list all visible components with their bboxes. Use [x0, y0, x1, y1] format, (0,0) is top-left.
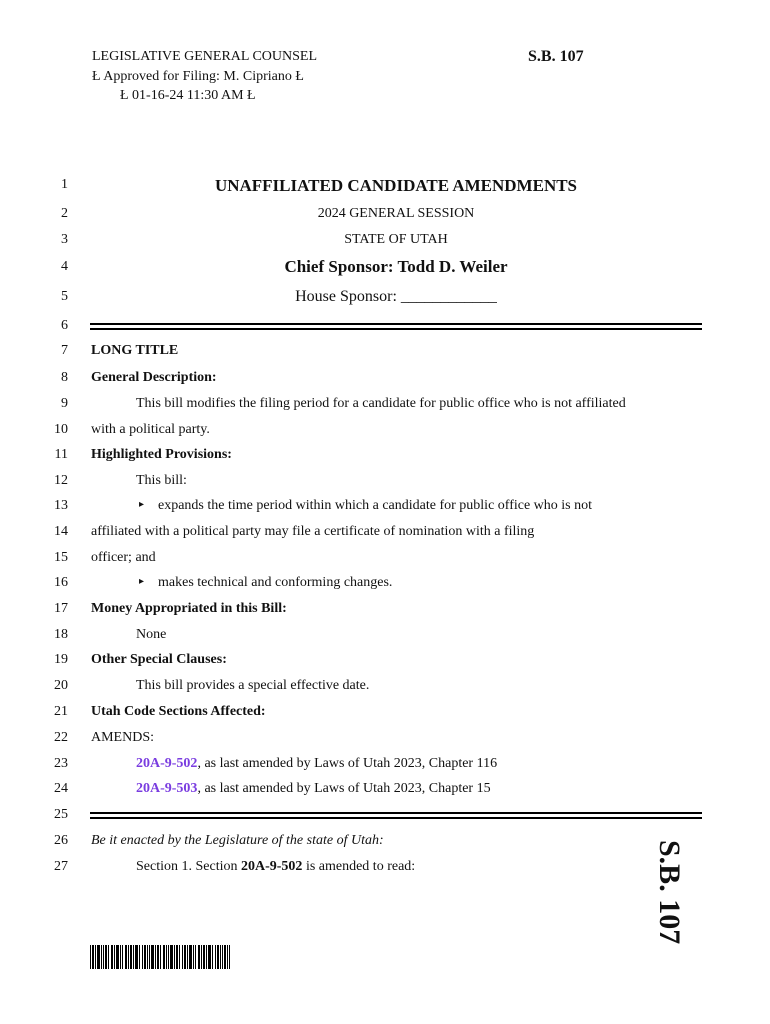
section-heading: Section 1. Section 20A-9-502 is amended to read: [136, 859, 416, 874]
line-number: 25 [54, 807, 68, 822]
line-number: 19 [54, 652, 68, 667]
side-bill-label: S.B. 107 [653, 840, 686, 945]
line-number: 20 [54, 678, 68, 693]
double-rule [90, 812, 702, 820]
line-number: 12 [54, 473, 68, 488]
description-text: with a political party. [91, 422, 210, 437]
line-number: 21 [54, 704, 68, 719]
description-text: This bill modifies the filing period for a candidate for public office who is not affiliated [136, 396, 626, 411]
line-number: 2 [61, 206, 68, 221]
amended-section-entry [136, 781, 491, 797]
bullet-icon: ▸ [139, 499, 145, 510]
section-code: 20A-9-502 [241, 859, 303, 874]
line-number: 4 [61, 259, 68, 274]
line-number: 1 [61, 177, 68, 192]
state-label: STATE OF UTAH [344, 232, 448, 247]
code-section-link[interactable]: 20A-9-503 [136, 781, 198, 796]
line-number: 11 [54, 447, 68, 462]
money-heading: Money Appropriated in this Bill: [91, 601, 287, 616]
header-approval: Ł Approved for Filing: M. Cipriano Ł [92, 69, 304, 84]
barcode-icon [90, 945, 230, 969]
special-clauses-text: This bill provides a special effective date. [136, 678, 370, 693]
line-number: 6 [61, 318, 68, 333]
header-datetime: Ł 01-16-24 11:30 AM Ł [120, 88, 256, 103]
this-bill-text: This bill: [136, 473, 187, 488]
double-rule [90, 323, 702, 331]
house-sponsor: House Sponsor: ____________ [295, 288, 497, 305]
line-number: 9 [61, 396, 68, 411]
line-number: 27 [54, 859, 68, 874]
general-description-heading: General Description: [91, 370, 217, 385]
enacting-clause: Be it enacted by the Legislature of the state of Utah: [91, 833, 384, 848]
provision-text: affiliated with a political party may file a certificate of nomination with a filing [91, 524, 535, 539]
line-number: 14 [54, 524, 68, 539]
line-number: 13 [54, 498, 68, 513]
amends-label: AMENDS: [91, 730, 155, 745]
provision-text: expands the time period within which a candidate for public office who is not [158, 498, 593, 513]
amendment-note: , as last amended by Laws of Utah 2023, Chapter 15 [197, 781, 491, 796]
line-number: 7 [61, 343, 68, 358]
money-text: None [136, 627, 167, 642]
line-number: 8 [61, 370, 68, 385]
provision-text: makes technical and conforming changes. [158, 575, 393, 590]
special-clauses-heading: Other Special Clauses: [91, 652, 227, 667]
provision-text: officer; and [91, 550, 156, 565]
amendment-note: , as last amended by Laws of Utah 2023, Chapter 116 [197, 756, 498, 771]
line-number: 5 [61, 289, 68, 304]
session-label: 2024 GENERAL SESSION [317, 206, 475, 221]
code-sections-heading: Utah Code Sections Affected: [91, 704, 266, 719]
header-office: LEGISLATIVE GENERAL COUNSEL [92, 49, 318, 64]
line-number: 15 [54, 550, 68, 565]
long-title-heading: LONG TITLE [91, 343, 179, 358]
line-number: 23 [54, 756, 68, 771]
line-number: 17 [54, 601, 68, 616]
line-number: 26 [54, 833, 68, 848]
chief-sponsor: Chief Sponsor: Todd D. Weiler [284, 257, 508, 276]
line-number: 24 [54, 781, 68, 796]
bullet-icon: ▸ [139, 576, 145, 587]
bill-title: UNAFFILIATED CANDIDATE AMENDMENTS [214, 176, 578, 195]
line-number: 16 [54, 575, 68, 590]
line-number: 3 [61, 232, 68, 247]
code-section-link[interactable]: 20A-9-502 [136, 756, 198, 771]
amended-section-entry [136, 756, 497, 772]
line-number: 22 [54, 730, 68, 745]
highlighted-provisions-heading: Highlighted Provisions: [91, 447, 232, 462]
line-number: 10 [54, 422, 68, 437]
line-number: 18 [54, 627, 68, 642]
header-bill-number: S.B. 107 [528, 48, 584, 65]
